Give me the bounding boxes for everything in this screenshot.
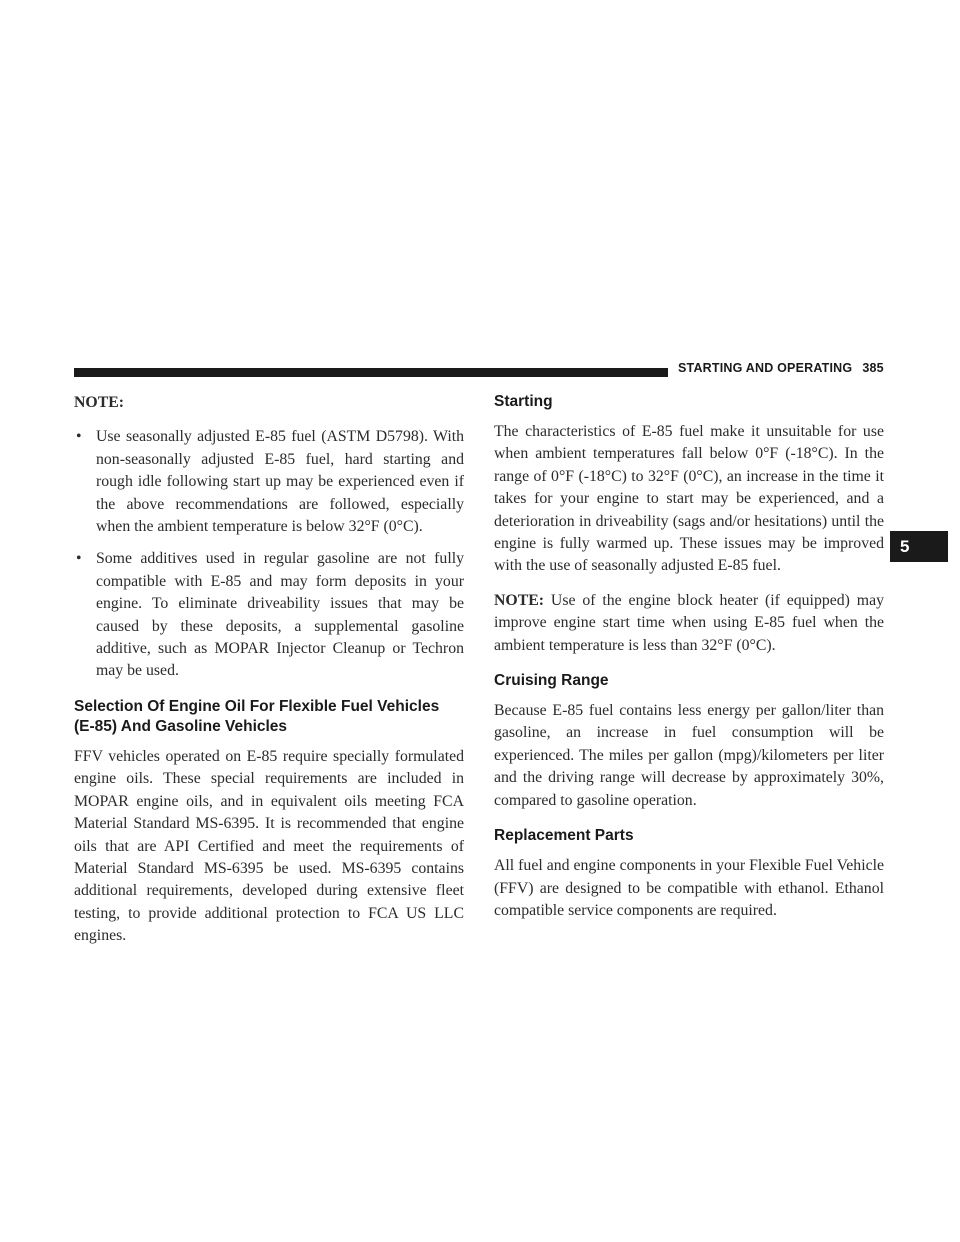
list-item: • Use seasonally adjusted E-85 fuel (ASTM D5798). With non-seasonally adjusted E-85 fuel, hard starting and rough idle following start up may be experienced even if the above recommendations are followed, especially when the ambient temperature is below 32°F (0°C). <box>76 428 464 536</box>
note-paragraph <box>494 590 884 657</box>
cruising-heading: Cruising Range <box>494 672 609 690</box>
note-text: Use of the engine block heater (if equipped) may improve engine start time when using E-85 fuel when the ambient temperature is less than 32°F (0°C). <box>494 591 884 654</box>
oil-paragraph: FFV vehicles operated on E-85 require specially formulated engine oils. These special requirements are included in MOPAR engine oils, and in equivalent oils meeting FCA Material Standard MS-6395. It is recommended that engine oils that are API Certified and meet the requirements of Material Standard MS-6395 be used. MS-6395 contains additional requirements, developed during extensive fleet testing, to provide additional protection to FCA US LLC engines. <box>74 747 464 945</box>
cruising-paragraph: Because E-85 fuel contains less energy per gallon/liter than gasoline, an increase in fuel consumption will be experienced. The miles per gallon (mpg)/kilometers per liter and the driving range will decrease by approximately 30%, compared to gasoline operation. <box>494 702 884 809</box>
section-title: STARTING AND OPERATING <box>678 361 853 375</box>
left-column <box>74 392 464 960</box>
page-number: 385 <box>862 361 884 375</box>
parts-heading: Replacement Parts <box>494 827 634 845</box>
bullet-icon: • <box>76 428 82 446</box>
list-item: • Some additives used in regular gasoline are not fully compatible with E-85 and may form deposits in your engine. To eliminate driveability issues that may be caused by these deposits, a supplemental gasoline additive, such as MOPAR Injector Cleanup or Techron may be used. <box>76 550 464 680</box>
running-header <box>678 361 884 375</box>
oil-heading: Selection Of Engine Oil For Flexible Fuel Vehicles (E-85) And Gasoline Vehicles <box>74 697 440 735</box>
bullet-icon: • <box>76 550 82 568</box>
note-title: NOTE: <box>74 394 125 411</box>
right-column <box>494 392 884 934</box>
note-list <box>74 426 464 682</box>
starting-heading: Starting <box>494 393 553 410</box>
note-label: NOTE: <box>494 591 545 609</box>
chapter-tab: 5 <box>890 531 948 562</box>
parts-paragraph: All fuel and engine components in your Flexible Fuel Vehicle (FFV) are designed to be compatible with ethanol. Ethanol compatible service components are required. <box>494 857 884 919</box>
starting-paragraph: The characteristics of E-85 fuel make it unsuitable for use when ambient temperatures fall below 0°F (-18°C). In the range of 0°F (-18°C) to 32°F (0°C), an increase in the time it takes for your engine to start may be experienced, and a deterioration in driveability (sags and/or hesitations) until the engine is fully warmed up. These issues may be improved with the use of seasonally adjusted E-85 fuel. <box>494 423 884 575</box>
header-rule <box>74 368 668 377</box>
